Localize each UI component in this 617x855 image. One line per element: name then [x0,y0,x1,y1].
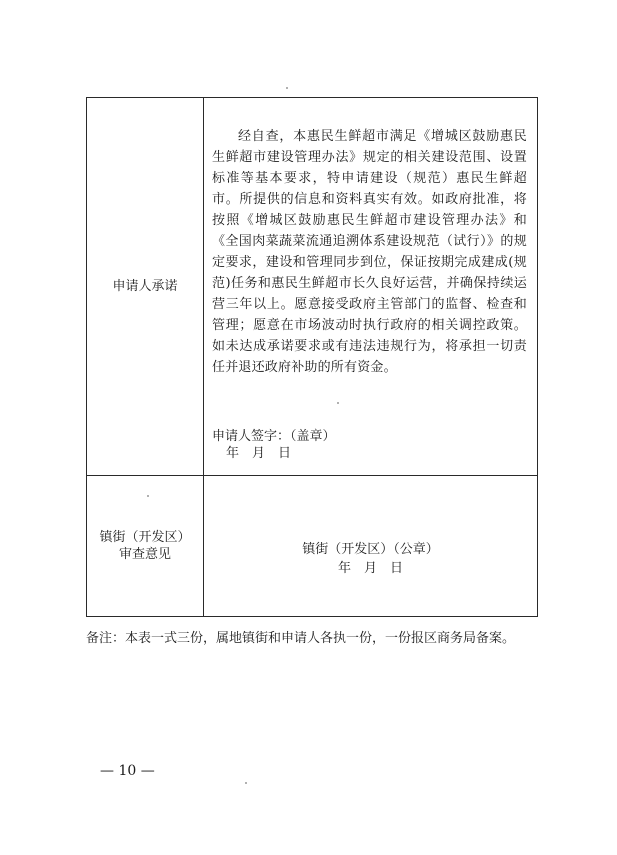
commitment-text: 经自查，本惠民生鲜超市满足《增城区鼓励惠民生鲜超市建设管理办法》规定的相关建设范围、设置标准等基本要求，特申请建设（规范）惠民生鲜超市。所提供的信息和资料真实有效。如政府批准，将按照《增城区鼓励惠民生鲜超市建设管理办法》和《全国肉菜蔬菜流通追溯体系建设规范（试行）》的规定要求，建设和管理同步到位，保证按期完成建成(规范)任务和惠民生鲜超市长久良好运营，并确保持续运营三年以上。愿意接受政府主管部门的监督、检查和管理；愿意在市场波动时执行政府的相关调控政策。如未达成承诺要求或有违法违规行为，将承担一切责任并退还政府补助的所有资金。 [212,129,527,375]
town-review-label-line2: 审查意见 [118,547,171,562]
applicant-commitment-content-cell [204,98,538,476]
footnote: 备注：本表一式三份，属地镇街和申请人各执一份，一份报区商务局备案。 [86,631,516,646]
applicant-commitment-label-cell [87,98,204,476]
applicant-date-label: 年 月 日 [226,446,292,461]
applicant-commitment-label: 申请人承诺 [112,279,178,294]
town-review-label-cell [87,476,204,617]
application-form-table [86,97,538,617]
scan-speck [286,87,288,89]
scan-speck [337,402,339,404]
page-number: — 10 — [100,763,155,779]
town-seal-label: 镇街（开发区）（公章） [302,542,439,557]
town-review-label-line1: 镇街（开发区） [99,530,191,545]
town-date-label: 年 月 日 [337,561,403,576]
scan-speck [147,495,149,497]
scan-speck [245,782,247,784]
town-review-row [87,476,538,617]
town-review-content-cell [204,476,538,617]
applicant-commitment-row [87,98,538,476]
applicant-signature-label: 申请人签字：（盖章） [212,429,336,444]
